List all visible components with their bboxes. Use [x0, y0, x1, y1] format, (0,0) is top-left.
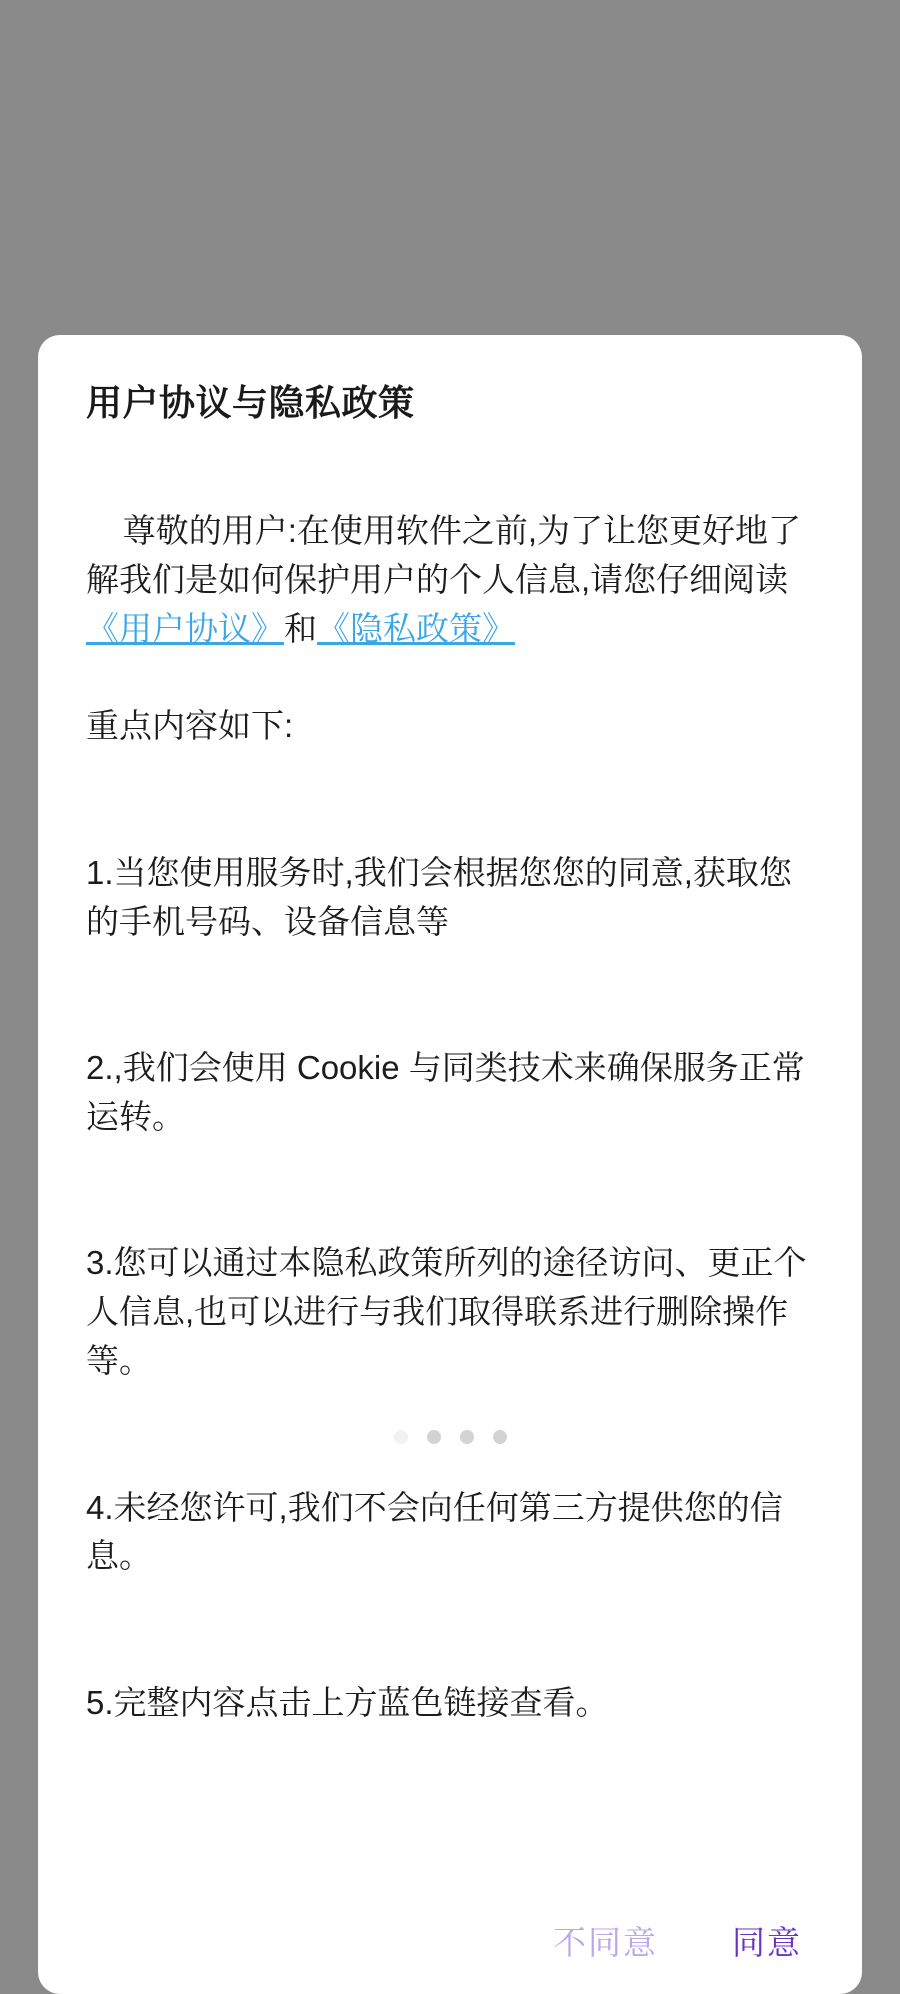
- highlight-item-4: 4.未经您许可,我们不会向任何第三方提供您的信息。: [86, 1488, 783, 1575]
- dialog-actions: [78, 1917, 822, 1964]
- page-dot-4[interactable]: [493, 1430, 507, 1444]
- privacy-policy-dialog: [38, 335, 862, 1994]
- dialog-body: [86, 458, 822, 1825]
- highlight-item-2: 2.,我们会使用 Cookie 与同类技术来确保服务正常运转。: [86, 1049, 805, 1135]
- page-indicator: [0, 1430, 900, 1444]
- dialog-intro-text: 尊敬的用户:在使用软件之前,为了让您更好地了解我们是如何保护用户的个人信息,请您仔细阅读: [86, 512, 802, 598]
- page-dot-1[interactable]: [394, 1430, 408, 1444]
- user-agreement-link[interactable]: 《用户协议》: [86, 609, 284, 647]
- page-dot-3[interactable]: [460, 1430, 474, 1444]
- page-dot-2[interactable]: [427, 1430, 441, 1444]
- decline-button[interactable]: 不同意: [553, 1917, 658, 1964]
- highlight-item-1: 1.当您使用服务时,我们会根据您您的同意,获取您的手机号码、设备信息等: [86, 853, 792, 940]
- dialog-title: 用户协议与隐私政策: [86, 382, 415, 423]
- highlight-item-3: 3.您可以通过本隐私政策所列的途径访问、更正个人信息,也可以进行与我们取得联系进行删除操作等。: [86, 1244, 807, 1380]
- dialog-conjunction-text: 和: [284, 609, 317, 647]
- accept-button[interactable]: 同意: [732, 1917, 802, 1964]
- highlights-header: 重点内容如下:: [86, 707, 294, 745]
- privacy-policy-link[interactable]: 《隐私政策》: [317, 609, 515, 647]
- highlight-item-5: 5.完整内容点击上方蓝色链接查看。: [86, 1683, 609, 1721]
